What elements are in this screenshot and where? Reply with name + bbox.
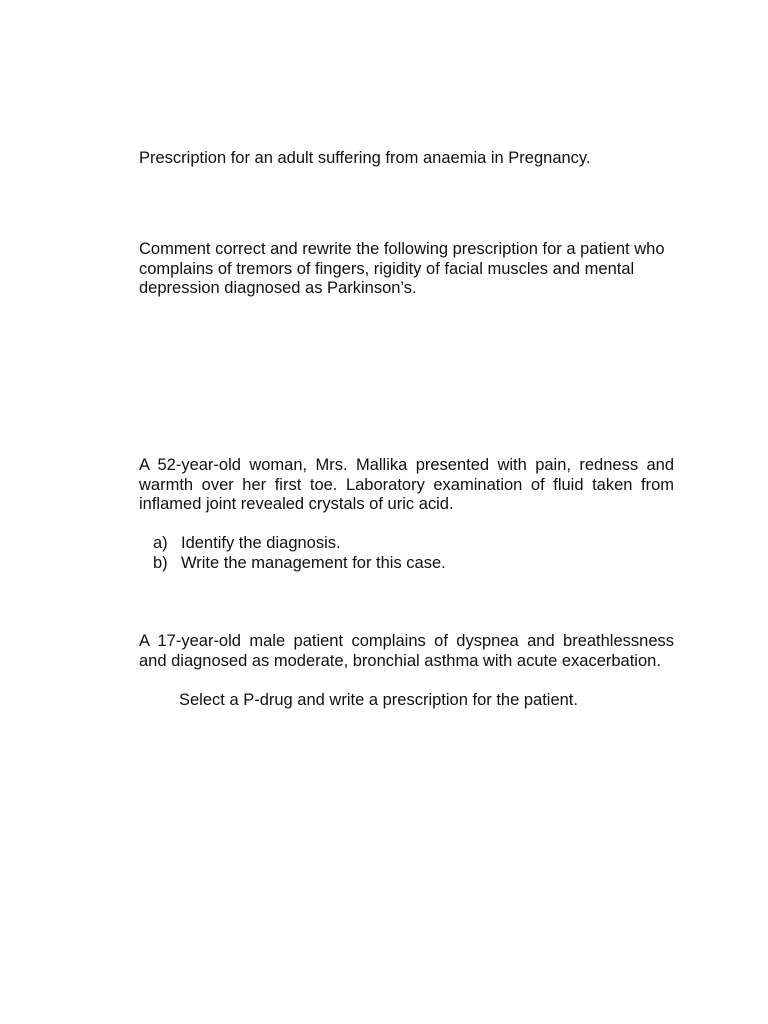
list-marker: b): [153, 553, 168, 572]
asthma-case-instruction: Select a P-drug and write a prescription for the patient.: [179, 691, 578, 709]
question-anaemia-pregnancy: Prescription for an adult suffering from anaemia in Pregnancy.: [139, 149, 591, 167]
gout-case-subquestions: [153, 534, 673, 573]
list-item-text: Identify the diagnosis.: [181, 534, 341, 552]
list-item-text: Write the management for this case.: [181, 553, 446, 572]
list-item: [153, 534, 673, 554]
list-item: [153, 554, 673, 574]
list-marker: a): [153, 534, 168, 552]
question-asthma-case: A 17-year-old male patient complains of dyspnea and breathlessness and diagnosed as moderate, bronchial asthma with acute exacerbation.: [139, 632, 674, 670]
question-gout-case: A 52-year-old woman, Mrs. Mallika presented with pain, redness and warmth over her first toe. Laboratory examination of fluid taken from inflamed joint revealed crystals of uric acid.: [139, 456, 674, 514]
question-parkinsons-prescription: Comment correct and rewrite the following prescription for a patient who complains of tremors of fingers, rigidity of facial muscles and mental depression diagnosed as Parkinson’s.: [139, 240, 665, 298]
